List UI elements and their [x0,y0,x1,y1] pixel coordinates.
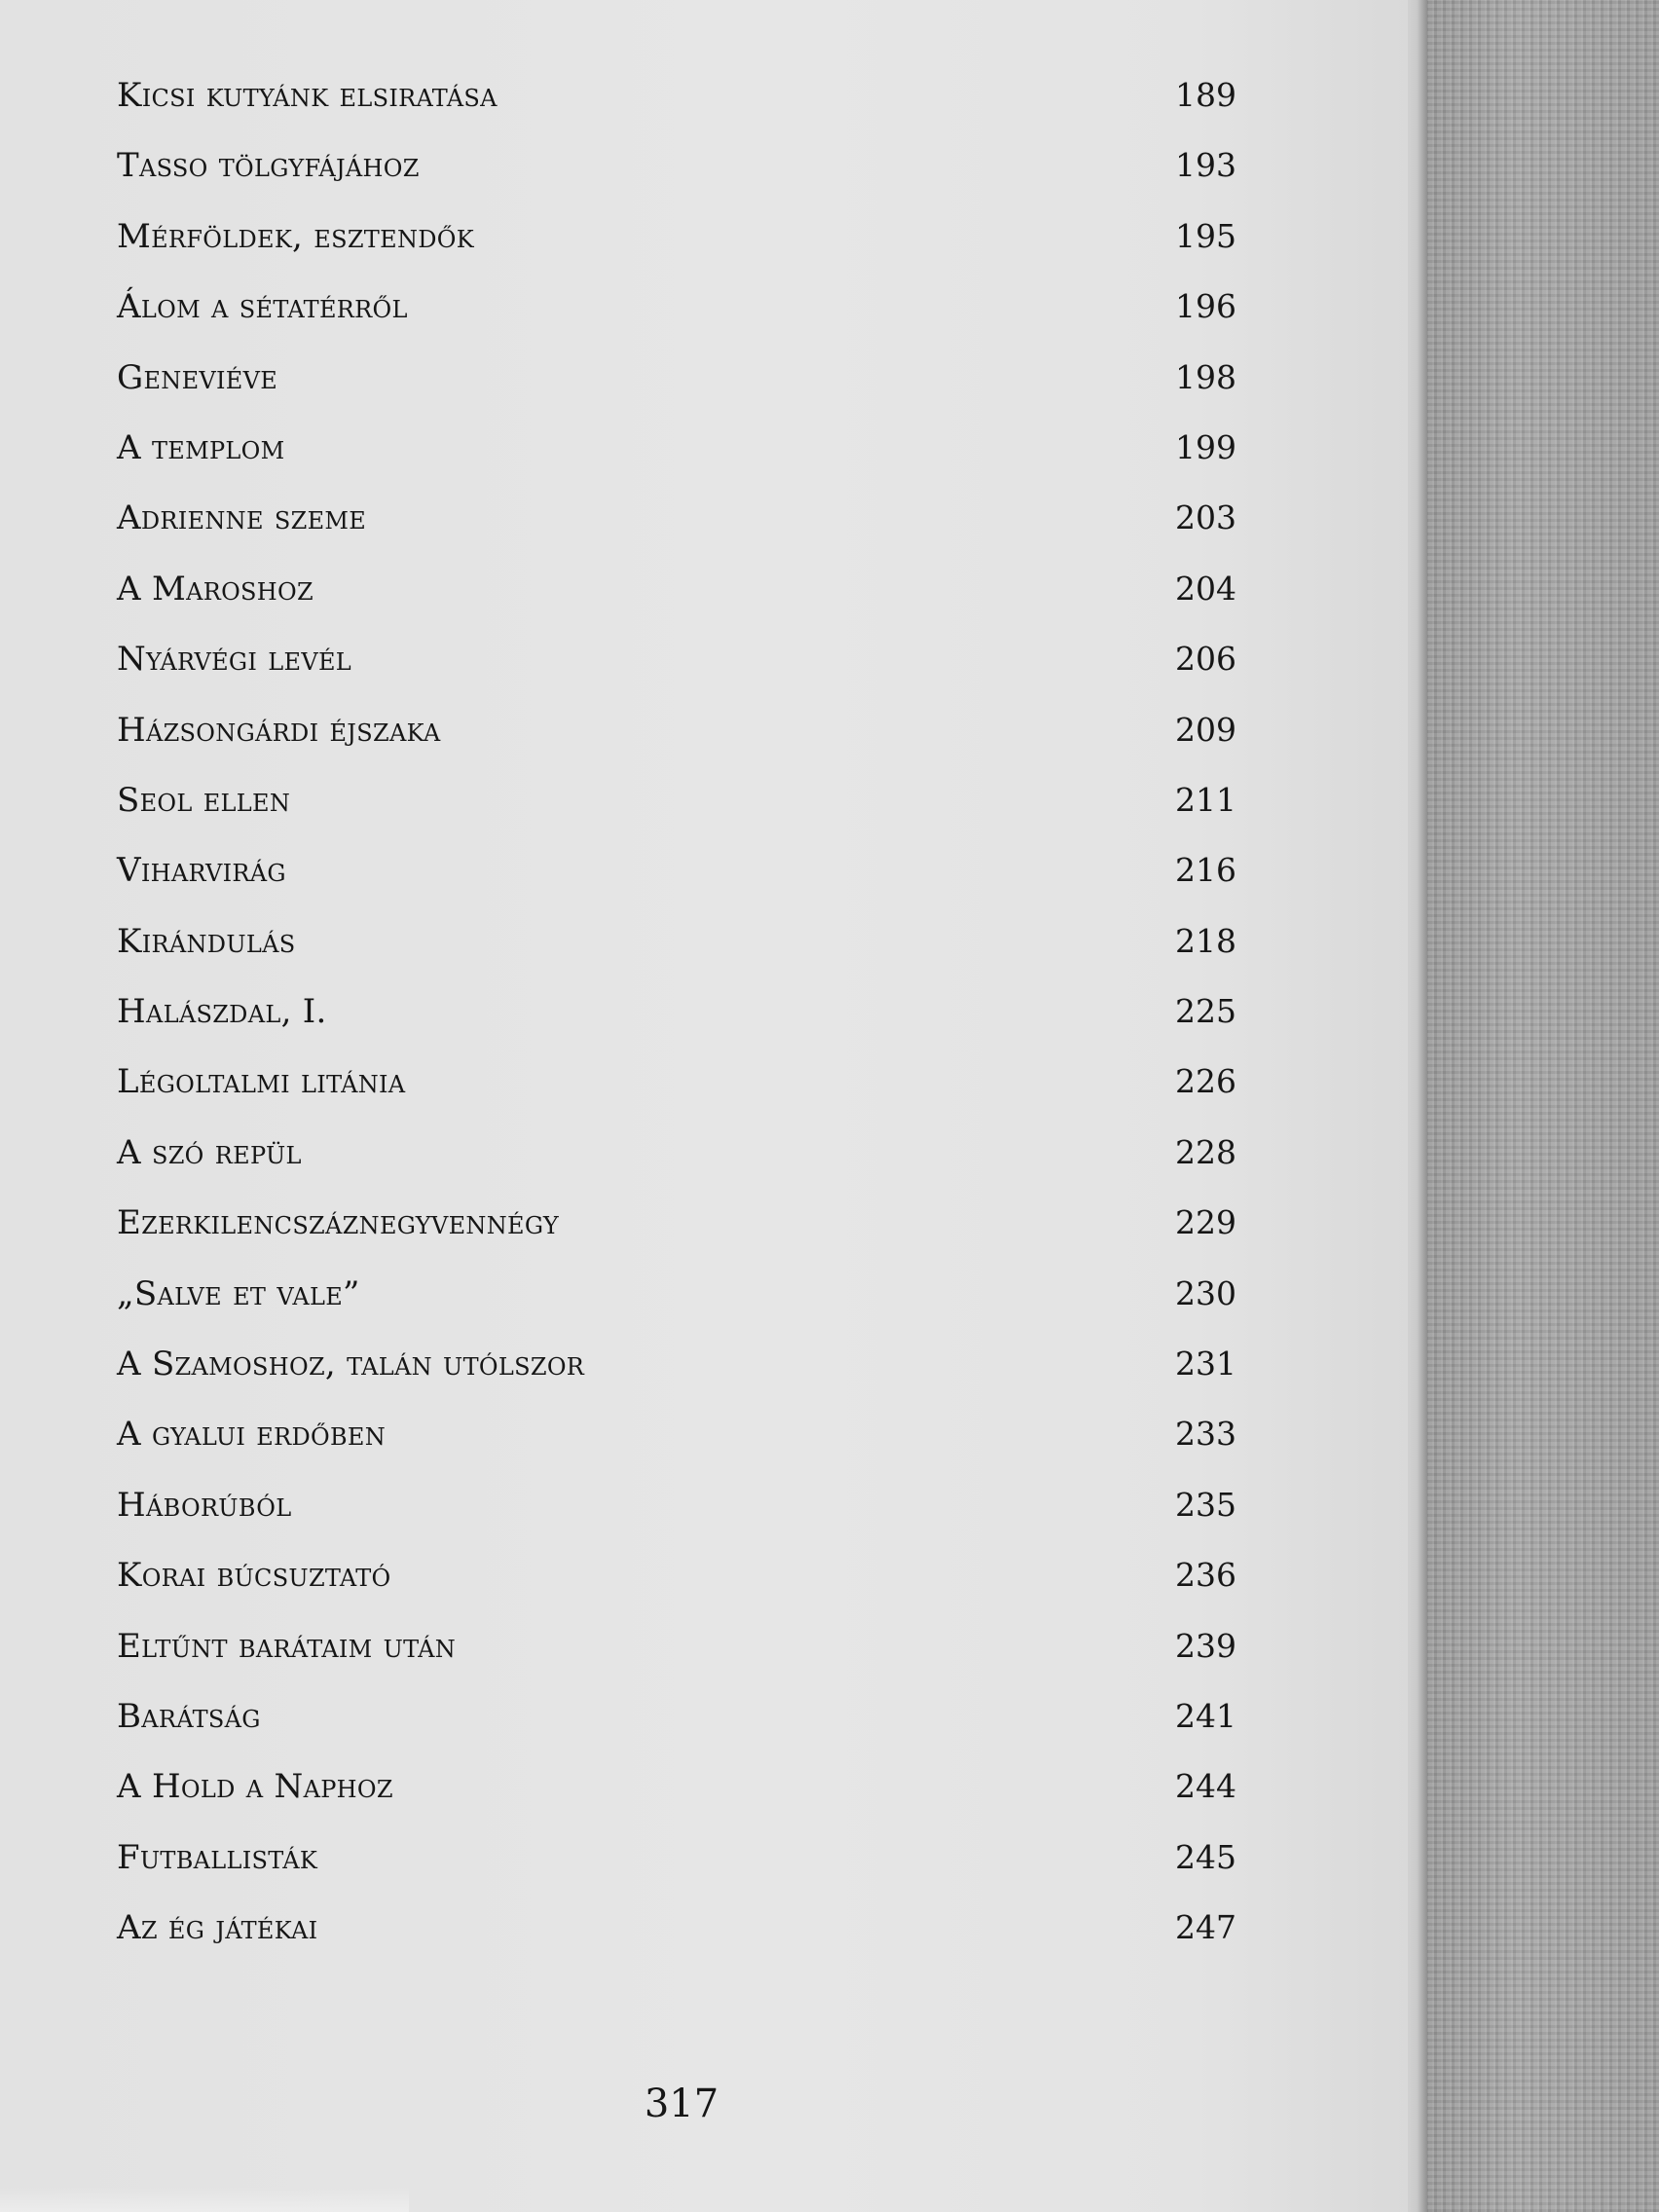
toc-entry-page: 198 [1175,357,1236,396]
toc-entry-title: Kicsi kutyánk elsiratása [117,76,498,115]
toc-entry-title: Az ég játékai [117,1908,318,1948]
toc-entry-title: A Maroshoz [117,569,313,608]
toc-entry-page: 244 [1175,1767,1236,1806]
toc-entry-title: Légoltalmi litánia [117,1062,406,1102]
toc-entry [117,217,1236,287]
toc-entry-title: Adrienne szeme [117,498,367,538]
toc-entry [117,1486,1236,1556]
toc-entry-page: 236 [1175,1556,1236,1595]
toc-entry-title: Tasso tölgyfájához [117,146,420,186]
toc-entry-title: Seol ellen [117,780,291,820]
toc-entry [117,1908,1236,1978]
toc-entry [117,1345,1236,1415]
toc-entry-title: A gyalui erdőben [117,1415,387,1455]
toc-entry-title: Álom a sétatérről [117,287,408,327]
toc-entry-title: Viharvirág [117,851,286,891]
toc-entry [117,1627,1236,1697]
toc-entry [117,1062,1236,1132]
toc-entry-title: Házsongárdi éjszaka [117,710,441,750]
toc-entry [117,1133,1236,1203]
toc-entry [117,146,1236,216]
toc-entry [117,1697,1236,1767]
table-of-contents [117,76,1236,1979]
toc-entry-title: A templom [117,427,285,467]
toc-entry-title: Barátság [117,1696,261,1736]
toc-entry [117,1838,1236,1908]
toc-entry [117,1274,1236,1345]
toc-entry-page: 235 [1175,1485,1236,1524]
toc-entry-page: 225 [1175,992,1236,1031]
toc-entry-page: 245 [1175,1837,1236,1876]
toc-entry-page: 203 [1175,498,1236,537]
toc-entry [117,76,1236,146]
toc-entry [117,428,1236,498]
toc-entry [117,358,1236,428]
toc-entry [117,851,1236,921]
toc-entry-title: Háborúból [117,1485,292,1525]
toc-entry-title: Halászdal, I. [117,992,327,1032]
toc-entry [117,781,1236,851]
toc-entry-page: 195 [1175,216,1236,255]
toc-entry-page: 233 [1175,1415,1236,1454]
toc-entry-page: 206 [1175,640,1236,679]
toc-entry [117,640,1236,710]
toc-entry-page: 241 [1175,1696,1236,1735]
toc-entry-page: 204 [1175,569,1236,608]
toc-entry-page: 226 [1175,1062,1236,1101]
toc-entry-page: 239 [1175,1626,1236,1665]
toc-entry [117,1556,1236,1626]
toc-entry-page: 199 [1175,427,1236,466]
toc-entry-page: 209 [1175,710,1236,749]
toc-entry [117,1415,1236,1485]
toc-entry-title: A szó repül [117,1132,302,1172]
page-number: 317 [644,2082,719,2126]
toc-entry-title: Mérföldek, esztendők [117,216,474,256]
toc-entry-page: 189 [1175,76,1236,114]
toc-entry-page: 230 [1175,1273,1236,1312]
toc-entry [117,498,1236,569]
toc-entry-title: Geneviéve [117,357,278,397]
toc-entry [117,992,1236,1062]
toc-entry [117,922,1236,992]
toc-entry-title: A Szamoshoz, talán utólszor [117,1345,585,1384]
toc-entry-title: Kirándulás [117,921,296,961]
toc-entry [117,1767,1236,1837]
toc-entry-page: 196 [1175,287,1236,326]
toc-entry [117,1203,1236,1273]
toc-entry-title: Korai búcsuztató [117,1556,391,1596]
toc-entry-page: 211 [1175,780,1236,819]
toc-entry [117,570,1236,640]
toc-entry-page: 231 [1175,1345,1236,1383]
watermark-strip [0,2187,409,2212]
toc-entry [117,287,1236,357]
toc-entry-title: Futballisták [117,1837,318,1877]
toc-entry-title: A Hold a Naphoz [117,1767,393,1807]
toc-entry-page: 218 [1175,921,1236,960]
toc-entry-page: 216 [1175,851,1236,890]
toc-entry-page: 229 [1175,1203,1236,1242]
toc-entry-page: 247 [1175,1908,1236,1947]
toc-entry-title: Ezerkilencszáznegyvennégy [117,1203,560,1243]
toc-entry [117,711,1236,781]
book-cover-texture [1423,0,1659,2212]
toc-entry-page: 193 [1175,146,1236,185]
toc-entry-title: Eltűnt barátaim után [117,1626,457,1666]
toc-entry-title: Nyárvégi levél [117,640,352,680]
toc-entry-title: „Salve et vale” [117,1273,360,1313]
toc-entry-page: 228 [1175,1132,1236,1171]
